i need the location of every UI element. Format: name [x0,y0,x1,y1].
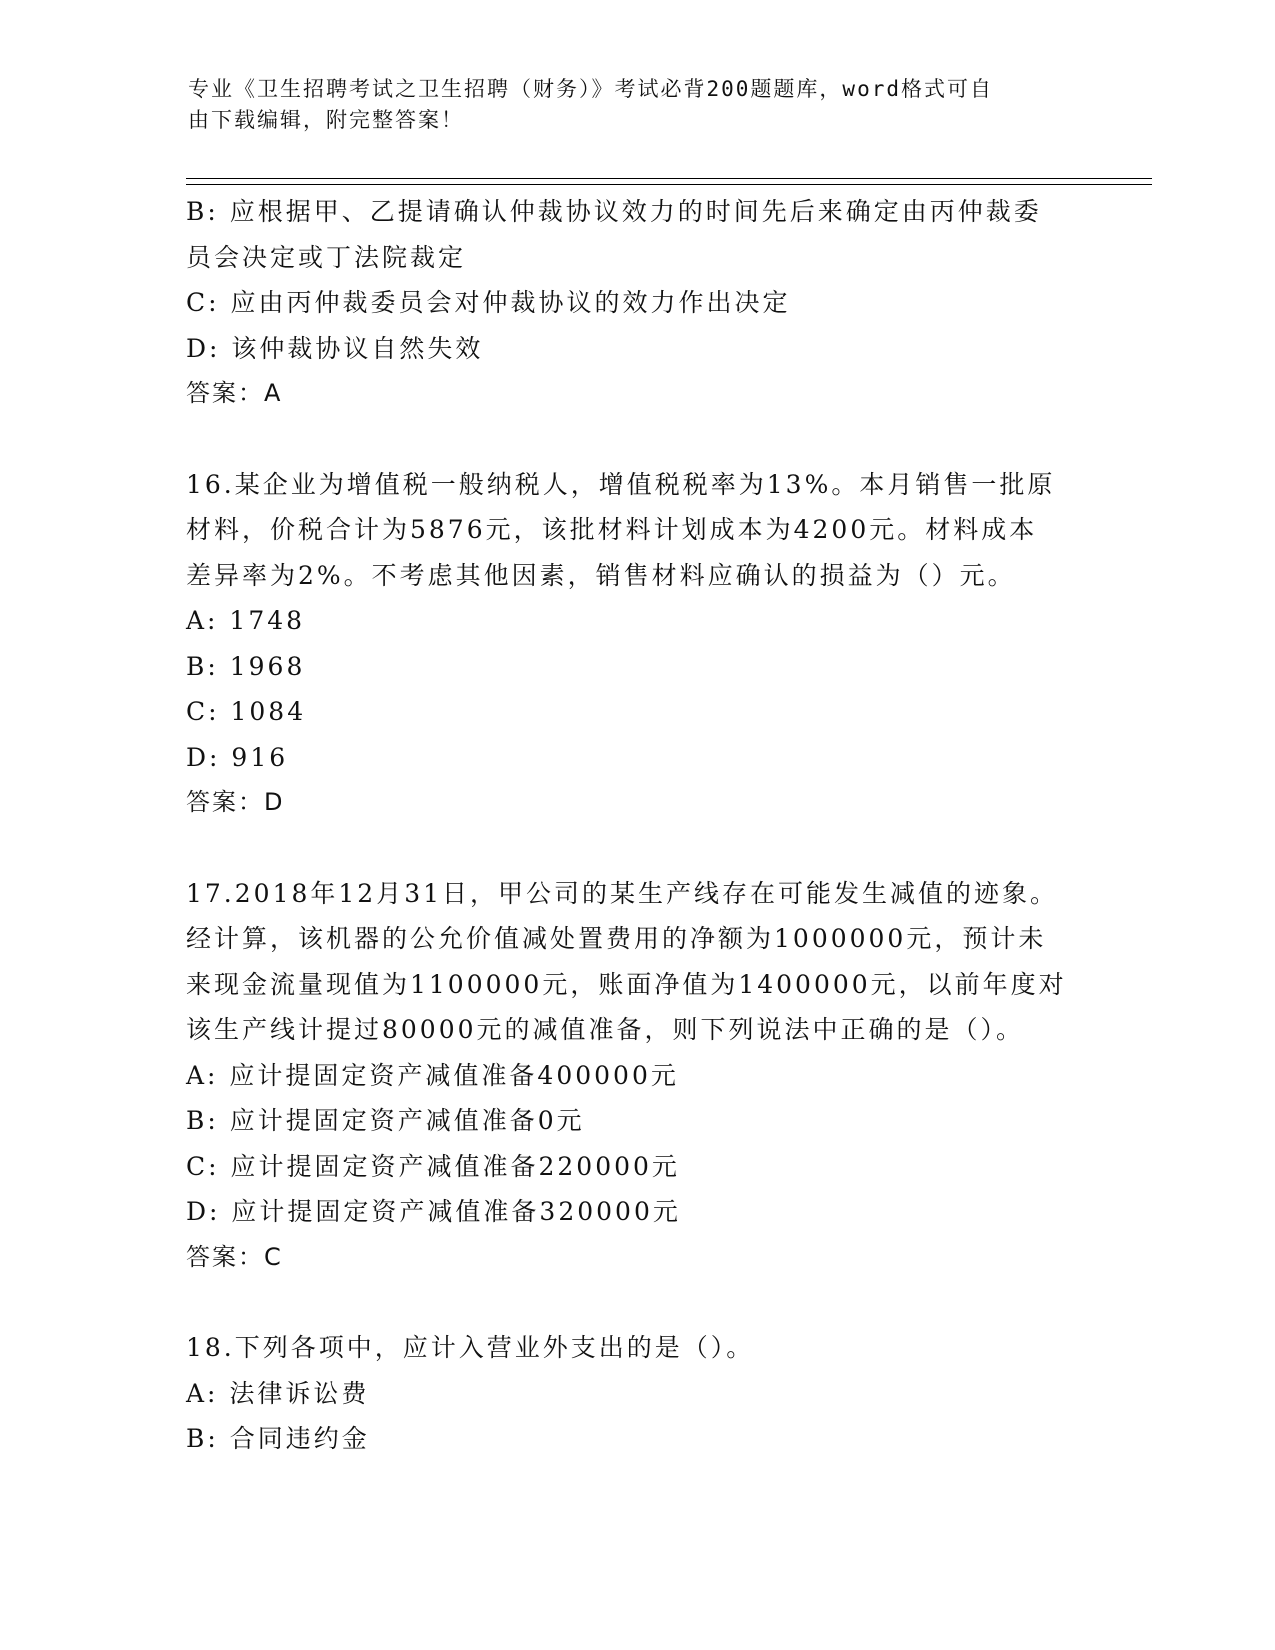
q17-option-d: D: 应计提固定资产减值准备320000元 [186,1197,681,1226]
q15-answer: 答案：A [186,379,283,407]
header-divider-top [186,178,1152,179]
q15-option-c: C: 应由丙仲裁委员会对仲裁协议的效力作出决定 [186,288,791,317]
q16-stem-line-1: 16.某企业为增值税一般纳税人，增值税税率为13%。本月销售一批原 [186,469,1056,499]
q15-option-b-line-1: B: 应根据甲、乙提请确认仲裁协议效力的时间先后来确定由丙仲裁委 [186,197,1042,226]
q15-option-b-line-2: 员会决定或丁法院裁定 [186,242,467,272]
q17-stem-line-1: 17.2018年12月31日，甲公司的某生产线存在可能发生减值的迹象。 [186,878,1059,908]
document-header [188,74,1068,136]
q17-stem-line-4: 该生产线计提过80000元的减值准备，则下列说法中正确的是（）。 [186,1015,1025,1044]
q17-option-c: C: 应计提固定资产减值准备220000元 [186,1151,680,1181]
q17-option-a: A: 应计提固定资产减值准备400000元 [186,1060,679,1090]
spacer [186,1280,1086,1325]
spacer [186,826,1086,871]
q18-option-b: B: 合同违约金 [186,1424,370,1453]
q17-stem-line-3: 来现金流量现值为1100000元，账面净值为1400000元，以前年度对 [186,969,1067,999]
q16-option-a: A: 1748 [186,606,306,635]
q16-answer: 答案：D [186,788,285,816]
q18-option-a: A: 法律诉讼费 [186,1378,370,1408]
q16-stem-line-2: 材料，价税合计为5876元，该批材料计划成本为4200元。材料成本 [186,515,1038,544]
q16-option-d: D: 916 [186,742,289,772]
q16-option-c: C: 1084 [186,697,307,726]
question-18 [186,1325,1086,1462]
header-line-2: 由下载编辑，附完整答案！ [188,108,464,132]
question-content [186,189,1086,1462]
question-15 [186,189,1086,417]
q16-option-b: B: 1968 [186,651,306,681]
q16-stem-line-3: 差异率为2%。不考虑其他因素，销售材料应确认的损益为（）元。 [186,560,1016,590]
header-line-1: 专业《卫生招聘考试之卫生招聘（财务）》考试必背200题题库，word格式可自 [188,77,993,101]
q17-stem-line-2: 经计算，该机器的公允价值减处置费用的净额为1000000元，预计未 [186,924,1047,953]
question-16 [186,462,1086,826]
q17-option-b: B: 应计提固定资产减值准备0元 [186,1106,585,1135]
question-17 [186,871,1086,1281]
spacer [186,417,1086,462]
header-divider-bottom [186,184,1152,185]
q17-answer: 答案：C [186,1242,283,1271]
q15-option-d: D: 该仲裁协议自然失效 [186,333,484,363]
q18-stem-line-1: 18.下列各项中，应计入营业外支出的是（）。 [186,1333,755,1362]
